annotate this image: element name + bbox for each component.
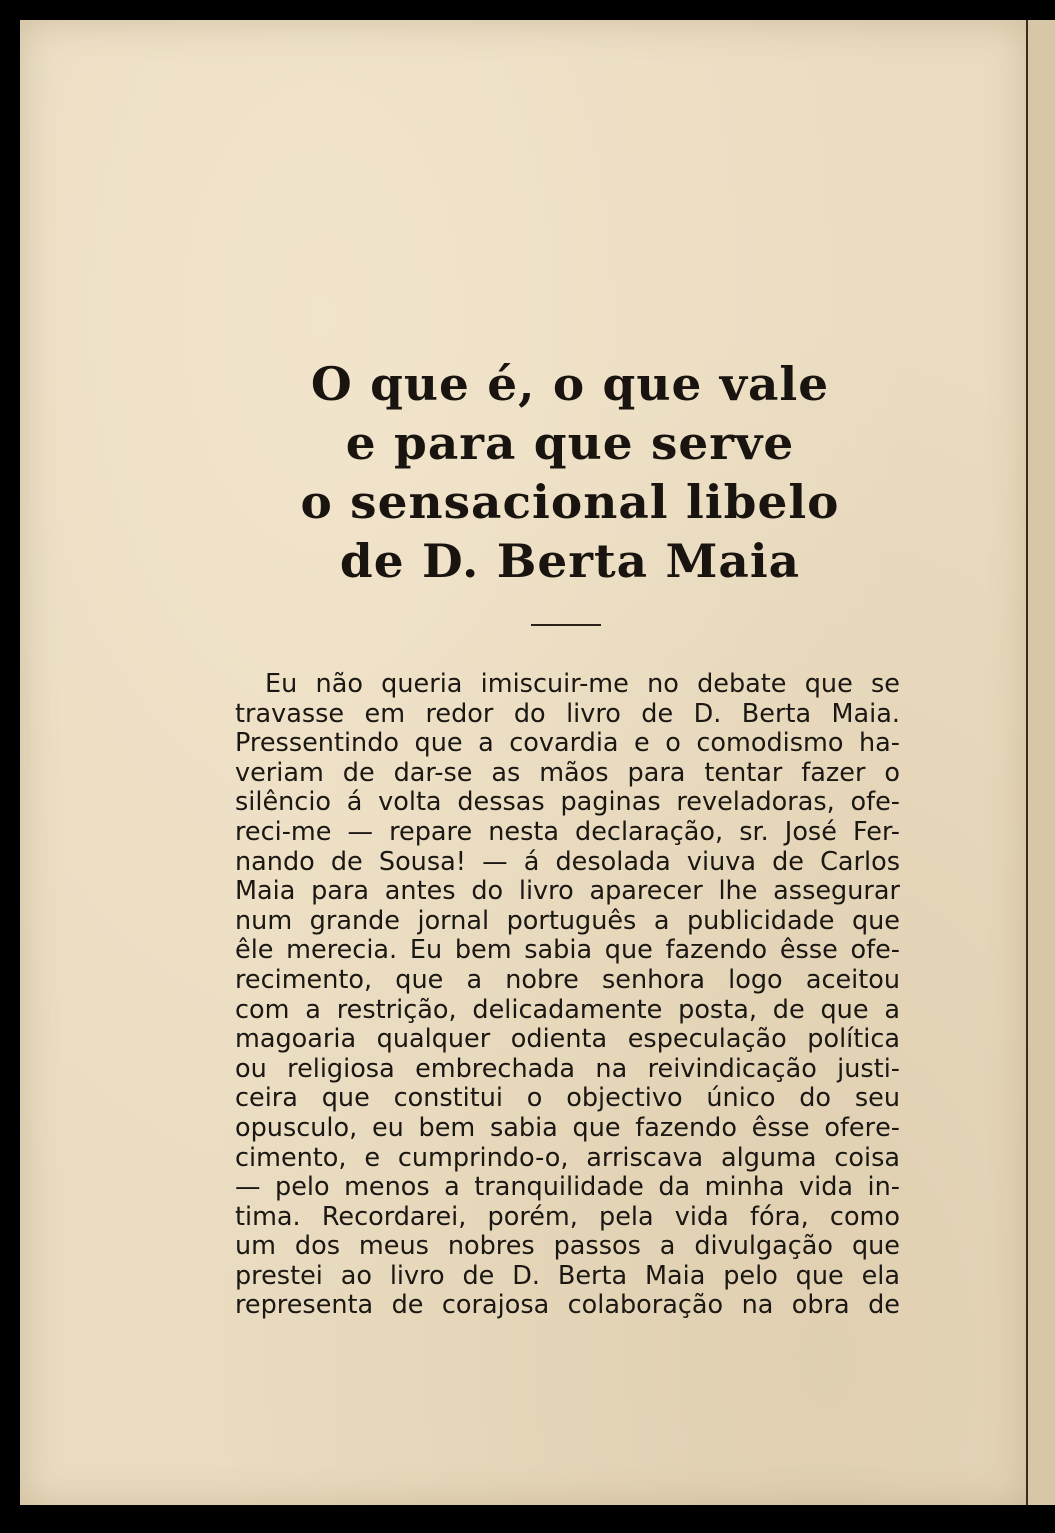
body-line: nando de Sousa! — á desolada viuva de Carlos	[235, 846, 900, 877]
title-line-3: o sensacional libelo	[300, 475, 840, 529]
body-line: representa de corajosa colaboração na obra de	[235, 1290, 900, 1321]
body-line: Pressentindo que a covardia e o comodismo ha-	[235, 728, 900, 759]
body-line: num grande jornal português a publicidade que	[235, 905, 900, 936]
body-line: travasse em redor do livro de D. Berta Maia.	[235, 698, 900, 729]
body-line: opusculo, eu bem sabia que fazendo êsse oferе-	[235, 1112, 900, 1143]
body-line: um dos meus nobres passos a divulgação que	[235, 1231, 900, 1262]
book-spine-edge	[1026, 20, 1055, 1510]
body-paragraph	[235, 670, 900, 1321]
body-line: êle merecia. Eu bem sabia que fazendo êsse ofe-	[235, 935, 900, 966]
body-line: veriam de dar-se as mãos para tentar fazer o	[235, 757, 900, 788]
body-line: tima. Recordarei, porém, pela vida fóra, como	[235, 1201, 900, 1232]
body-line: reci-me — repare nesta declaração, sr. José Fer-	[235, 816, 900, 847]
body-line: magoaria qualquer odienta especulação política	[235, 1024, 900, 1055]
body-line: prestei ao livro de D. Berta Maia pelo que ela	[235, 1260, 900, 1291]
scan-border	[0, 1505, 1055, 1533]
title-divider	[531, 624, 601, 626]
body-line: cimento, e cumprindo-o, arriscava alguma coisa	[235, 1142, 900, 1173]
body-line: Maia para antes do livro aparecer lhe assegurar	[235, 876, 900, 907]
body-line: com a restrição, delicadamente posta, de que a	[235, 994, 900, 1025]
page-title	[223, 355, 917, 591]
title-line-1: O que é, o que vale	[310, 357, 830, 411]
body-line: recimento, que a nobre senhora logo aceitou	[235, 964, 900, 995]
body-line: ou religiosa embrechada na reivindicação justi-	[235, 1053, 900, 1084]
body-line: — pelo menos a tranquilidade da minha vida in-	[235, 1172, 900, 1203]
body-line: silêncio á volta dessas paginas reveladoras, ofe-	[235, 787, 900, 818]
title-line-2: e para que serve	[345, 416, 795, 470]
body-line: ceira que constitui o objectivo único do seu	[235, 1083, 900, 1114]
body-line: Eu não queria imiscuir-me no debate que se	[265, 669, 900, 699]
title-line-4: de D. Berta Maia	[339, 534, 801, 588]
